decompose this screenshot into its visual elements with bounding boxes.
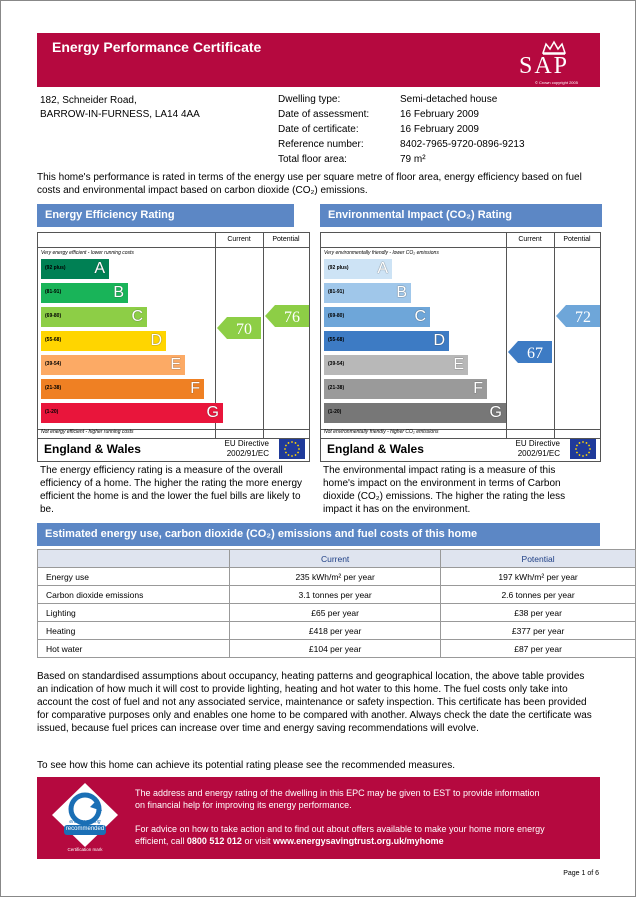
rating-band-c <box>324 307 430 327</box>
rating-band-a <box>324 259 392 279</box>
footer-phone: 0800 512 012 <box>186 836 242 846</box>
current-rating-arrow <box>508 341 552 363</box>
rating-band-e <box>324 355 468 375</box>
rating-band-d <box>41 331 166 351</box>
top-note: Very environmentally friendly - lower CO₂ emissions <box>324 250 439 256</box>
eu-directive-line-2: 2002/91/EC <box>226 449 269 458</box>
costs-potential-cell: 197 kWh/m² per year <box>441 568 636 586</box>
detail-value: 16 February 2009 <box>400 109 479 120</box>
band-range: (92 plus) <box>328 265 349 271</box>
band-range: (39-54) <box>328 361 345 367</box>
costs-header-cell <box>38 550 230 568</box>
band-letter: E <box>453 356 464 373</box>
band-range: (55-68) <box>45 337 62 343</box>
costs-current-cell: £65 per year <box>230 604 441 622</box>
current-rating-value: 70 <box>236 321 252 338</box>
costs-label-cell: Heating <box>38 622 230 640</box>
costs-table-wrap <box>37 549 636 658</box>
column-divider <box>263 233 264 438</box>
eu-flag-icon <box>570 439 596 459</box>
band-letter: G <box>206 404 219 421</box>
eu-directive-line-1: EU Directive <box>224 439 269 448</box>
costs-potential-cell: £38 per year <box>441 604 636 622</box>
rating-band-f <box>324 379 487 399</box>
rating-band-g <box>41 403 223 423</box>
header-divider <box>38 247 309 248</box>
column-divider <box>554 233 555 438</box>
sap-logo-text: SAP <box>519 53 570 79</box>
address <box>40 94 200 122</box>
table-row <box>38 622 636 640</box>
potential-column-header: Potential <box>563 236 591 243</box>
logo-line-1: energy saving <box>69 819 101 825</box>
detail-value: 8402-7965-9720-0896-9213 <box>400 139 525 150</box>
band-letter: B <box>113 284 124 301</box>
band-letter: D <box>150 332 162 349</box>
costs-header-cell: Potential <box>441 550 636 568</box>
footer-text-2-mid: or visit <box>241 836 273 846</box>
rating-band-a <box>41 259 109 279</box>
detail-label: Date of assessment: <box>278 109 370 120</box>
band-range: (39-54) <box>45 361 62 367</box>
band-range: (92 plus) <box>45 265 66 271</box>
table-row <box>38 568 636 586</box>
assumptions-paragraph: Based on standardised assumptions about occupancy, heating patterns and geographical location, the above table provides an indication of how much it will cost to provide lighting, heating and hot water to this home. The fuel costs only take into account the cost of fuel and not any associated service, maintenance or safety inspection. This certificate has been provided for comparative purposes only and enables one home to be compared with another. Always check the date the certificate was issued, because fuel prices can increase over time and energy saving recommendations will evolve. <box>37 671 592 734</box>
crown-copyright: © Crown copyright 2005 <box>535 80 578 85</box>
environment-panel <box>320 204 602 227</box>
table-row <box>38 604 636 622</box>
costs-current-cell: £104 per year <box>230 640 441 658</box>
detail-value: 79 m² <box>400 154 426 165</box>
band-letter: A <box>377 260 388 277</box>
costs-table <box>37 549 636 658</box>
costs-label-cell: Hot water <box>38 640 230 658</box>
costs-header-cell: Current <box>230 550 441 568</box>
band-range: (55-68) <box>328 337 345 343</box>
rating-band-c <box>41 307 147 327</box>
region-label: England & Wales <box>327 442 424 456</box>
footer-text-2 <box>135 823 545 847</box>
band-range: (1-20) <box>328 409 342 415</box>
detail-value: 16 February 2009 <box>400 124 479 135</box>
costs-potential-cell: 2.6 tonnes per year <box>441 586 636 604</box>
band-letter: E <box>170 356 181 373</box>
detail-label: Total floor area: <box>278 154 347 165</box>
band-range: (69-80) <box>328 313 345 319</box>
environment-chart <box>320 232 601 462</box>
rating-band-b <box>41 283 128 303</box>
costs-current-cell: £418 per year <box>230 622 441 640</box>
band-range: (81-91) <box>328 289 345 295</box>
costs-current-cell: 235 kWh/m² per year <box>230 568 441 586</box>
page-title: Energy Performance Certificate <box>52 39 262 55</box>
energy-saving-recommended-icon <box>50 781 120 847</box>
band-letter: D <box>433 332 445 349</box>
costs-potential-cell: £87 per year <box>441 640 636 658</box>
potential-rating-value: 72 <box>575 309 591 326</box>
efficiency-panel <box>37 204 294 227</box>
rating-band-d <box>324 331 449 351</box>
band-letter: G <box>489 404 502 421</box>
detail-label: Reference number: <box>278 139 364 150</box>
band-letter: A <box>94 260 105 277</box>
efficiency-title: Energy Efficiency Rating <box>37 204 294 227</box>
table-row <box>38 640 636 658</box>
footer-website-link[interactable]: www.energysavingtrust.org.uk/myhome <box>272 836 444 846</box>
intro-text: This home's performance is rated in terms of the energy use per square metre of floor area, energy efficiency based on fuel costs and environmental impact based on carbon dioxide (CO₂) emissions. <box>37 172 582 196</box>
costs-potential-cell: £377 per year <box>441 622 636 640</box>
costs-title: Estimated energy use, carbon dioxide (CO₂) emissions and fuel costs of this home <box>37 523 600 546</box>
eu-flag-icon <box>279 439 305 459</box>
potential-rating-value: 76 <box>284 309 300 326</box>
header-divider <box>321 247 600 248</box>
potential-column-header: Potential <box>272 236 300 243</box>
current-rating-value: 67 <box>527 345 543 362</box>
costs-label-cell: Energy use <box>38 568 230 586</box>
environment-title: Environmental Impact (CO₂) Rating <box>320 204 602 227</box>
potential-rating-arrow <box>556 305 600 327</box>
band-range: (1-20) <box>45 409 59 415</box>
eu-directive-line-2: 2002/91/EC <box>517 449 560 458</box>
eu-directive-line-1: EU Directive <box>515 439 560 448</box>
efficiency-description: The energy efficiency rating is a measure of the overall efficiency of a home. The higher the rating the more energy efficient the home is and the lower the fuel bills are likely to be. <box>40 465 303 515</box>
bottom-note: Not environmentally friendly - higher CO₂ emissions <box>324 429 439 435</box>
band-letter: C <box>131 308 143 325</box>
band-range: (21-38) <box>45 385 62 391</box>
table-row <box>38 586 636 604</box>
band-letter: F <box>473 380 483 397</box>
environment-description: The environmental impact rating is a measure of this home's impact on the environment in terms of Carbon dioxide (CO₂) emissions. The higher the rating the less impact it has on the environment. <box>323 465 566 515</box>
detail-label: Dwelling type: <box>278 94 341 105</box>
current-column-header: Current <box>227 236 251 243</box>
page-number: Page 1 of 6 <box>563 870 599 877</box>
rating-band-b <box>324 283 411 303</box>
logo-line-2: recommended <box>65 826 105 832</box>
top-note: Very energy efficient - lower running costs <box>41 250 134 256</box>
current-column-header: Current <box>518 236 542 243</box>
address-line-2: BARROW-IN-FURNESS, LA14 4AA <box>40 109 200 120</box>
address-line-1: 182, Schneider Road, <box>40 95 137 106</box>
potential-rating-arrow <box>265 305 309 327</box>
costs-label-cell: Lighting <box>38 604 230 622</box>
band-range: (69-80) <box>45 313 62 319</box>
footer-text-2-pre: For advice on how to take action and to find out about offers available to make your home more energy efficient, call <box>135 824 545 846</box>
energy-saving-logo <box>50 781 120 856</box>
bottom-note: Not energy efficient - higher running costs <box>41 429 134 435</box>
band-letter: F <box>190 380 200 397</box>
band-letter: C <box>414 308 426 325</box>
efficiency-chart <box>37 232 310 462</box>
current-rating-arrow <box>217 317 261 339</box>
rating-band-g <box>324 403 506 423</box>
column-divider <box>506 233 507 438</box>
band-range: (21-38) <box>328 385 345 391</box>
costs-header-row <box>38 550 636 568</box>
band-letter: B <box>396 284 407 301</box>
eu-stars-icon <box>570 439 596 459</box>
region-label: England & Wales <box>44 442 141 456</box>
eu-stars-icon <box>279 439 305 459</box>
detail-label: Date of certificate: <box>278 124 359 135</box>
rating-band-e <box>41 355 185 375</box>
detail-value: Semi-detached house <box>400 94 498 105</box>
rating-band-f <box>41 379 204 399</box>
costs-label-cell: Carbon dioxide emissions <box>38 586 230 604</box>
see-measures-paragraph: To see how this home can achieve its potential rating please see the recommended measures. <box>37 760 456 771</box>
band-range: (81-91) <box>45 289 62 295</box>
certification-mark: Certification mark <box>67 847 103 852</box>
costs-current-cell: 3.1 tonnes per year <box>230 586 441 604</box>
footer-text-1: The address and energy rating of the dwelling in this EPC may be given to EST to provide information on financial help for improving its energy performance. <box>135 788 540 810</box>
